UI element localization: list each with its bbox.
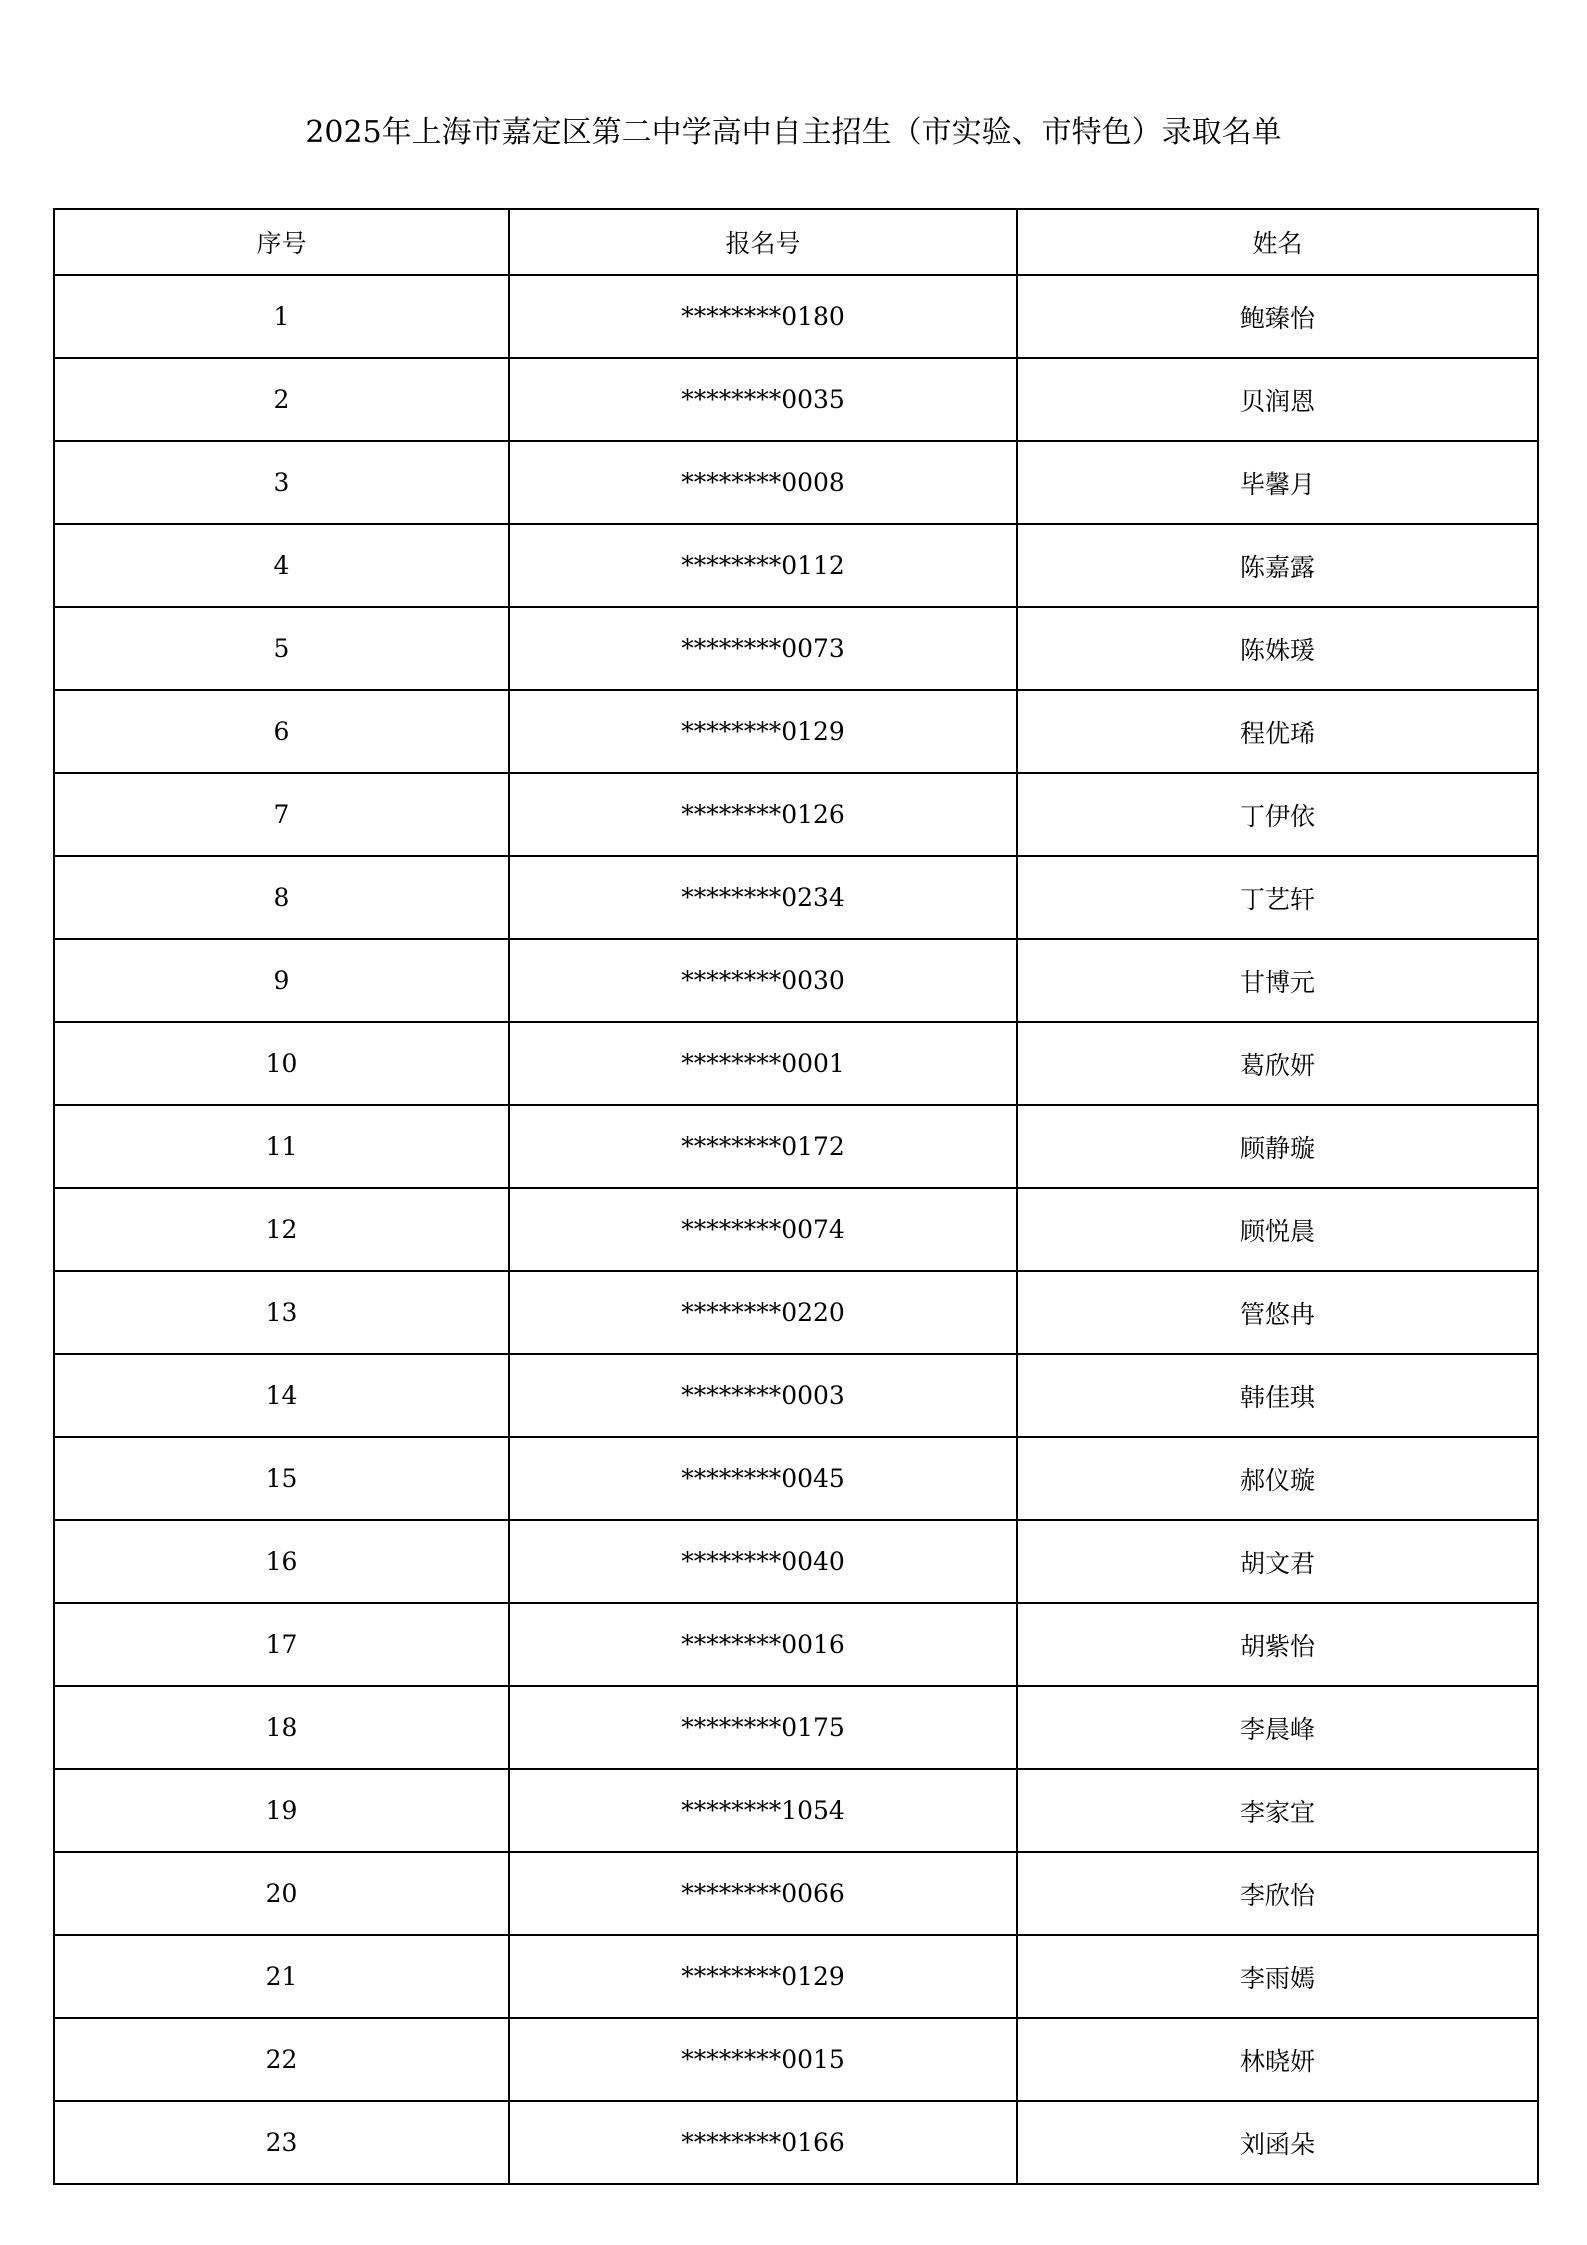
table-row [54, 1105, 1538, 1188]
cell-registration-number: ********0234 [509, 856, 1017, 939]
cell-serial-number: 8 [54, 856, 509, 939]
header-name: 姓名 [1017, 209, 1538, 275]
cell-name: 陈嘉露 [1017, 524, 1538, 607]
cell-name: 葛欣妍 [1017, 1022, 1538, 1105]
cell-registration-number: ********0074 [509, 1188, 1017, 1271]
table-row [54, 1354, 1538, 1437]
cell-registration-number: ********0220 [509, 1271, 1017, 1354]
cell-name: 郝仪璇 [1017, 1437, 1538, 1520]
cell-serial-number: 7 [54, 773, 509, 856]
cell-serial-number: 16 [54, 1520, 509, 1603]
cell-name: 毕馨月 [1017, 441, 1538, 524]
cell-serial-number: 2 [54, 358, 509, 441]
cell-registration-number: ********0035 [509, 358, 1017, 441]
cell-serial-number: 4 [54, 524, 509, 607]
table-row [54, 1271, 1538, 1354]
cell-serial-number: 15 [54, 1437, 509, 1520]
cell-registration-number: ********0001 [509, 1022, 1017, 1105]
cell-name: 管悠冉 [1017, 1271, 1538, 1354]
cell-serial-number: 9 [54, 939, 509, 1022]
cell-serial-number: 12 [54, 1188, 509, 1271]
cell-registration-number: ********0030 [509, 939, 1017, 1022]
cell-serial-number: 17 [54, 1603, 509, 1686]
table-row [54, 1686, 1538, 1769]
cell-serial-number: 11 [54, 1105, 509, 1188]
table-row [54, 1022, 1538, 1105]
table-row [54, 1603, 1538, 1686]
cell-name: 鲍臻怡 [1017, 275, 1538, 358]
cell-serial-number: 3 [54, 441, 509, 524]
cell-name: 丁伊依 [1017, 773, 1538, 856]
table-row [54, 1520, 1538, 1603]
table-row [54, 524, 1538, 607]
cell-serial-number: 20 [54, 1852, 509, 1935]
cell-registration-number: ********0180 [509, 275, 1017, 358]
cell-registration-number: ********0008 [509, 441, 1017, 524]
admission-table [53, 208, 1539, 2185]
cell-registration-number: ********0066 [509, 1852, 1017, 1935]
cell-serial-number: 22 [54, 2018, 509, 2101]
table-header-row [54, 209, 1538, 275]
cell-registration-number: ********0016 [509, 1603, 1017, 1686]
table-row [54, 1188, 1538, 1271]
cell-registration-number: ********0112 [509, 524, 1017, 607]
cell-name: 韩佳琪 [1017, 1354, 1538, 1437]
cell-registration-number: ********0166 [509, 2101, 1017, 2184]
table-body [54, 275, 1538, 2184]
cell-name: 甘博元 [1017, 939, 1538, 1022]
cell-serial-number: 1 [54, 275, 509, 358]
cell-serial-number: 14 [54, 1354, 509, 1437]
table-row [54, 690, 1538, 773]
cell-name: 李雨嫣 [1017, 1935, 1538, 2018]
cell-serial-number: 10 [54, 1022, 509, 1105]
table-row [54, 2018, 1538, 2101]
table-row [54, 1852, 1538, 1935]
header-registration-number: 报名号 [509, 209, 1017, 275]
page-title: 2025年上海市嘉定区第二中学高中自主招生（市实验、市特色）录取名单 [305, 115, 1282, 150]
cell-name: 林晓妍 [1017, 2018, 1538, 2101]
cell-registration-number: ********0172 [509, 1105, 1017, 1188]
cell-serial-number: 21 [54, 1935, 509, 2018]
cell-serial-number: 5 [54, 607, 509, 690]
cell-registration-number: ********0129 [509, 1935, 1017, 2018]
table-row [54, 939, 1538, 1022]
cell-registration-number: ********0073 [509, 607, 1017, 690]
cell-name: 顾悦晨 [1017, 1188, 1538, 1271]
cell-name: 胡文君 [1017, 1520, 1538, 1603]
cell-registration-number: ********0129 [509, 690, 1017, 773]
table-row [54, 1437, 1538, 1520]
table-row [54, 2101, 1538, 2184]
cell-name: 李晨峰 [1017, 1686, 1538, 1769]
table-row [54, 1935, 1538, 2018]
cell-serial-number: 23 [54, 2101, 509, 2184]
cell-serial-number: 19 [54, 1769, 509, 1852]
cell-name: 贝润恩 [1017, 358, 1538, 441]
cell-registration-number: ********0003 [509, 1354, 1017, 1437]
cell-registration-number: ********0015 [509, 2018, 1017, 2101]
cell-registration-number: ********0040 [509, 1520, 1017, 1603]
cell-registration-number: ********1054 [509, 1769, 1017, 1852]
cell-name: 陈姝瑗 [1017, 607, 1538, 690]
cell-registration-number: ********0126 [509, 773, 1017, 856]
cell-serial-number: 13 [54, 1271, 509, 1354]
table-row [54, 773, 1538, 856]
table-row [54, 1769, 1538, 1852]
cell-name: 丁艺轩 [1017, 856, 1538, 939]
cell-registration-number: ********0045 [509, 1437, 1017, 1520]
cell-name: 刘函朵 [1017, 2101, 1538, 2184]
table-row [54, 358, 1538, 441]
cell-name: 顾静璇 [1017, 1105, 1538, 1188]
cell-name: 胡紫怡 [1017, 1603, 1538, 1686]
cell-registration-number: ********0175 [509, 1686, 1017, 1769]
table-row [54, 607, 1538, 690]
table-row [54, 441, 1538, 524]
cell-name: 李欣怡 [1017, 1852, 1538, 1935]
cell-serial-number: 6 [54, 690, 509, 773]
cell-name: 李家宜 [1017, 1769, 1538, 1852]
cell-name: 程优琋 [1017, 690, 1538, 773]
cell-serial-number: 18 [54, 1686, 509, 1769]
header-serial-number: 序号 [54, 209, 509, 275]
table-row [54, 856, 1538, 939]
table-row [54, 275, 1538, 358]
